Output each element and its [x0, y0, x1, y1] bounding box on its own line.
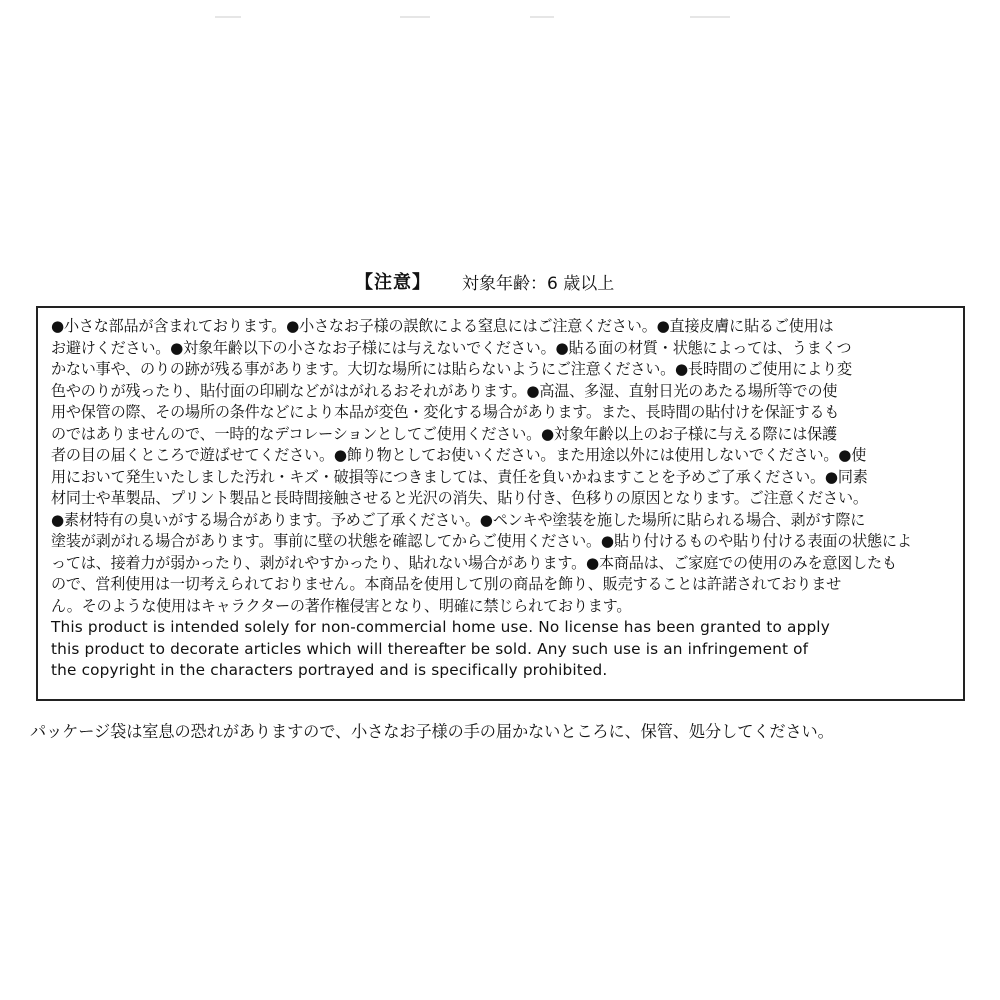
notice-line: 色やのりが残ったり、貼付面の印刷などがはがれるおそれがあります。●高温、多湿、直射日光のあたる場所等での使: [51, 381, 838, 400]
notice-line: 者の目の届くところで遊ばせてください。●飾り物としてお使いください。また用途以外には使用しないでください。●使: [51, 446, 867, 464]
caution-header: [0, 268, 1000, 298]
notice-line: 材同士や革製品、プリント製品と長時間接触させると光沢の消失、貼り付き、色移りの原因となります。ご注意ください。: [51, 489, 868, 507]
notice-line: かない事や、のりの跡が残る事があります。大切な場所には貼らないようにご注意ください。●長時間のご使用により変: [51, 360, 852, 378]
notice-line: 用において発生いたしました汚れ・キズ・破損等につきましては、責任を負いかねますことを予めご了承ください。●同素: [51, 467, 868, 486]
notice-line: 塗装が剥がれる場合があります。事前に壁の状態を確認してからご使用ください。●貼り付けるものや貼り付ける表面の状態によ: [51, 532, 912, 550]
notice-line: のではありませんので、一時的なデコレーションとしてご使用ください。●対象年齢以上のお子様に与える際には保護: [51, 424, 837, 443]
caution-notice-box: [36, 306, 965, 701]
notice-line: ので、営利使用は一切考えられておりません。本商品を使用して別の商品を飾り、販売することは許諾されておりませ: [51, 575, 841, 593]
notice-line: ●素材特有の臭いがする場合があります。予めご了承ください。●ペンキや塗装を施した場所に貼られる場合、剥がす際に: [51, 510, 866, 529]
notice-line: ●小さな部品が含まれております。●小さなお子様の誤飲による窒息にはご注意ください。●直接皮膚に貼るご使用は: [51, 317, 834, 335]
edge-mark: [400, 16, 430, 18]
license-line: This product is intended solely for non-commercial home use. No license has been granted to apply: [51, 618, 830, 636]
license-line: the copyright in the characters portrayed and is specifically prohibited.: [51, 661, 608, 679]
notice-line: っては、接着力が弱かったり、剥がれやすかったり、貼れない場合があります。●本商品は、ご家庭での使用のみを意図したも: [51, 553, 897, 572]
edge-mark: [530, 16, 554, 18]
edge-mark: [690, 16, 730, 18]
top-edge-marks: [0, 16, 1000, 20]
notice-line: ん。そのような使用はキャラクターの著作権侵害となり、明確に禁じられております。: [51, 596, 632, 615]
edge-mark: [215, 16, 241, 18]
target-age-label: 対象年齢：6 歳以上: [462, 274, 615, 294]
package-bag-warning: パッケージ袋は室息の恐れがありますので、小さなお子様の手の届かないところに、保管、処分してください。: [30, 722, 834, 741]
notice-line: 用や保管の際、その場所の条件などにより本品が変色・変化する場合があります。また、長時間の貼付けを保証するも: [51, 403, 840, 421]
caution-title: 【注意】: [355, 272, 431, 293]
notice-line: お避けください。●対象年齢以下の小さなお子様には与えないでください。●貼る面の材質・状態によっては、うまくつ: [51, 338, 852, 357]
license-line: this product to decorate articles which will thereafter be sold. Any such use is an infringement of: [51, 639, 809, 658]
